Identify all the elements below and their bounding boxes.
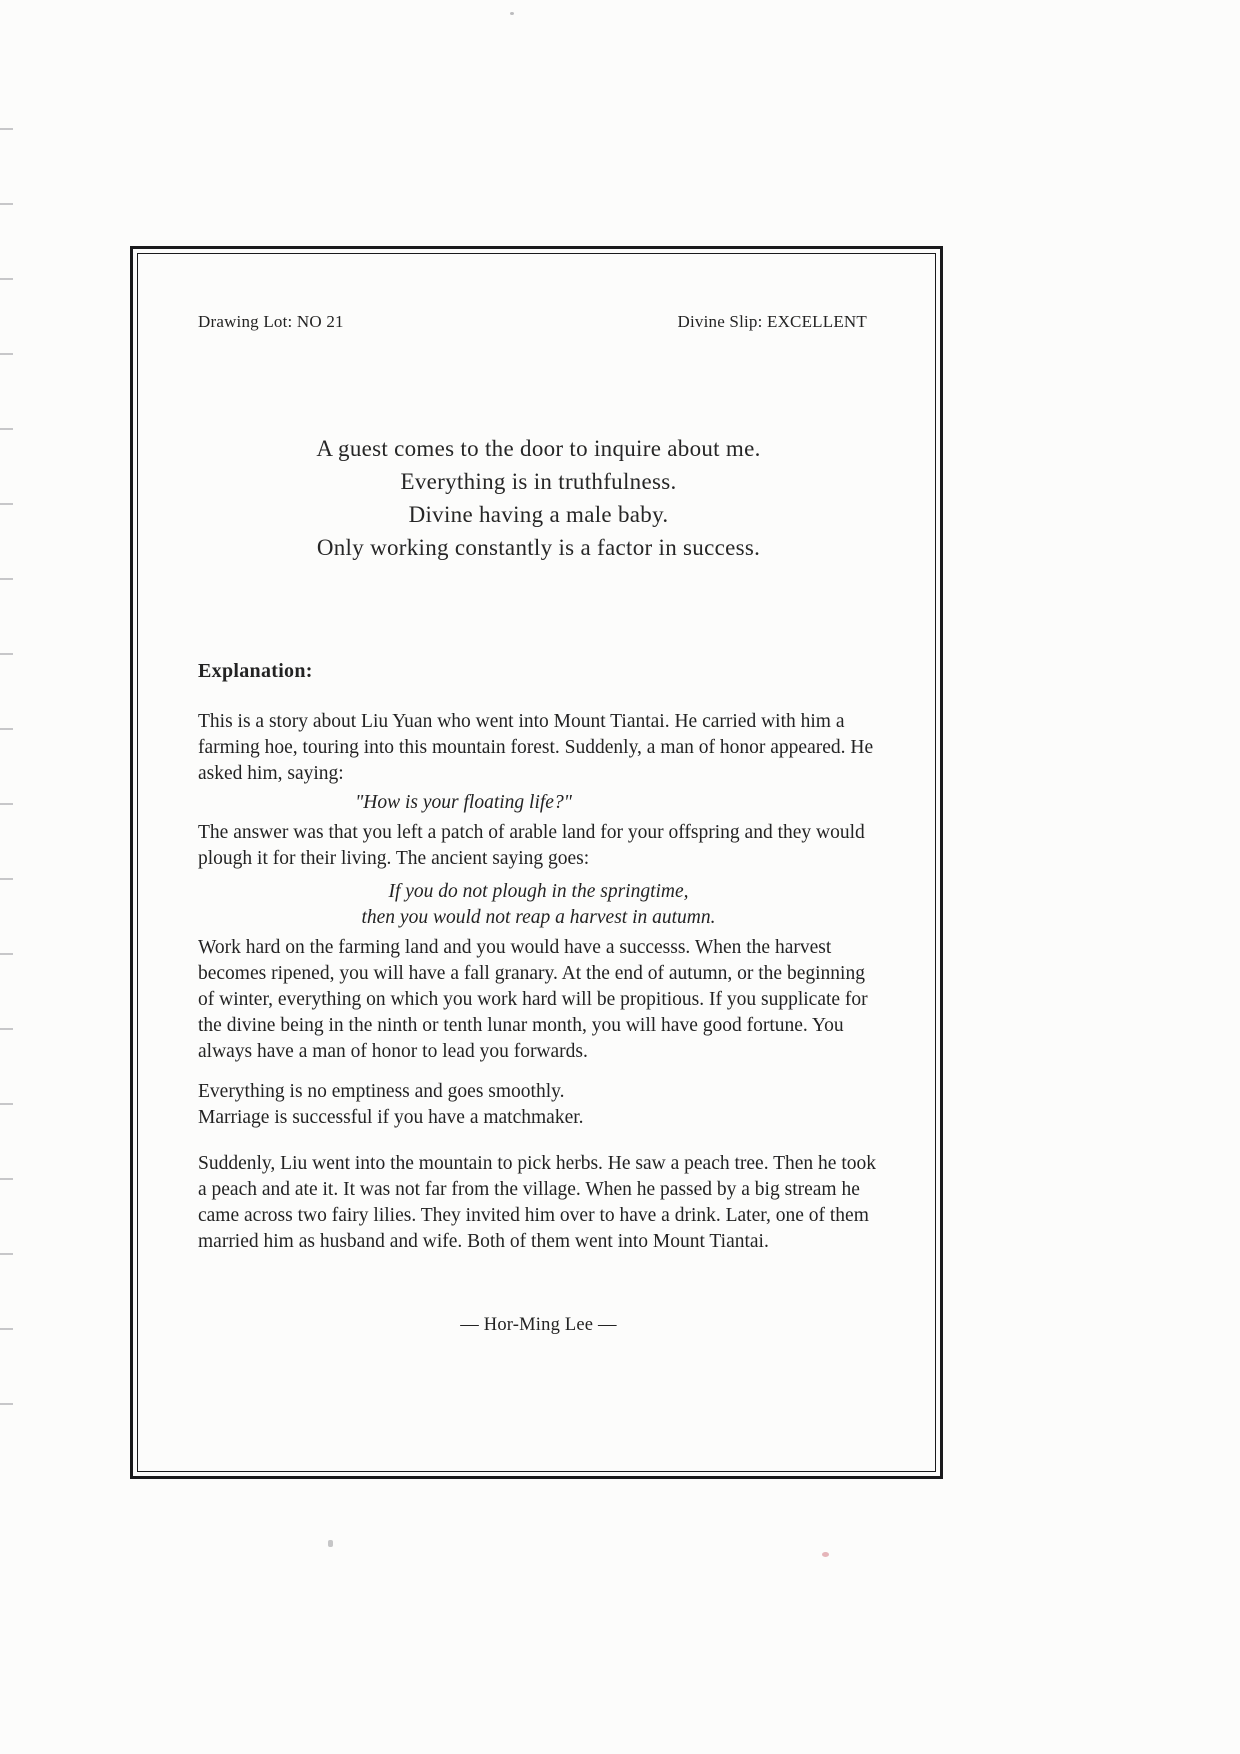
document-frame-inner: [137, 253, 936, 1472]
document-header: [198, 312, 879, 332]
explanation-paragraph-2: The answer was that you left a patch of arable land for your offspring and they would plough it for their living. The ancient saying goes:: [198, 822, 865, 869]
poem-line-1: A guest comes to the door to inquire about me.: [316, 436, 761, 461]
scan-edge-marks: [0, 128, 13, 1423]
signature: — Hor-Ming Lee —: [460, 1315, 617, 1335]
explanation-heading: Explanation:: [198, 660, 313, 682]
explanation-paragraph-4: [198, 1079, 879, 1131]
smoothly-line: Everything is no emptiness and goes smoothly.: [198, 1081, 565, 1102]
proverb-line-2: then you would not reap a harvest in autumn.: [361, 907, 716, 928]
explanation-paragraph-3: Work hard on the farming land and you would have a successs. When the harvest becomes ripened, you will have a fall granary. At the end of autumn, or the beginning of winter, everything on which you work hard will be propitious. If you supplicate for the divine being in the ninth or tenth lunar month, you will have good fortune. You always have a man of honor to lead you forwards.: [198, 937, 868, 1062]
scan-artifact: [822, 1552, 829, 1557]
explanation-paragraph-5: Suddenly, Liu went into the mountain to pick herbs. He saw a peach tree. Then he took a peach and ate it. It was not far from the village. When he passed by a big stream he came across two fairy lilies. They invited him over to have a drink. Later, one of them married him as husband and wife. Both of them went into Mount Tiantai.: [198, 1153, 876, 1252]
drawing-lot-label: Drawing Lot: NO 21: [198, 312, 344, 331]
scan-artifact: [328, 1540, 333, 1547]
explanation-paragraph-1: This is a story about Liu Yuan who went into Mount Tiantai. He carried with him a farming hoe, touring into this mountain forest. Suddenly, a man of honor appeared. He asked him, saying:: [198, 711, 874, 784]
proverb-line-1: If you do not plough in the springtime,: [388, 881, 689, 902]
oracle-poem: [198, 432, 879, 564]
marriage-line: Marriage is successful if you have a matchmaker.: [198, 1107, 584, 1128]
poem-line-3: Divine having a male baby.: [408, 502, 669, 527]
document-frame: [130, 246, 943, 1479]
divine-slip-label: Divine Slip: EXCELLENT: [677, 312, 867, 331]
plough-proverb: [198, 879, 879, 931]
scan-artifact: [510, 12, 514, 15]
floating-life-quote: "How is your floating life?": [355, 792, 572, 813]
poem-line-4: Only working constantly is a factor in success.: [316, 535, 761, 560]
explanation-section: [198, 660, 879, 1336]
poem-line-2: Everything is in truthfulness.: [400, 469, 677, 494]
